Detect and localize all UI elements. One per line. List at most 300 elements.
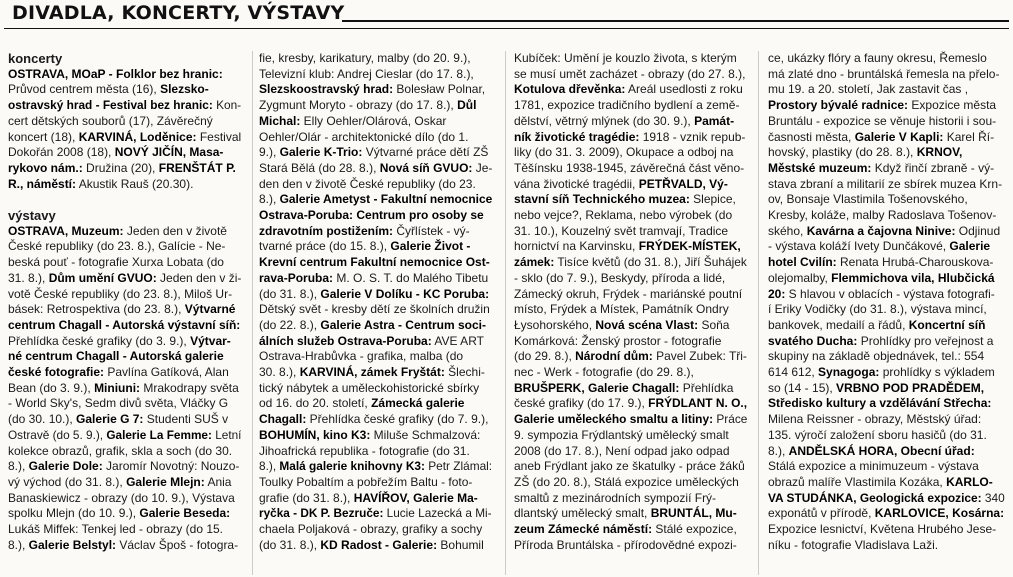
listing-text: vána životické tragédii, bbox=[514, 176, 639, 191]
listing-text: Renata Hrubá-Charouskova- bbox=[836, 255, 994, 270]
listing-text: AVE ART bbox=[431, 333, 484, 348]
venue-name: Galerie Astra - Centrum soci- bbox=[320, 317, 486, 332]
listing-text: výstavy bbox=[8, 208, 56, 224]
listing-line bbox=[768, 51, 1005, 67]
venue-name: Galerie K-Trio: bbox=[279, 145, 363, 160]
venue-name: BOHUMÍN, kino K3: bbox=[259, 427, 371, 442]
listing-text: ov, Bonsaje Vlastimila Tošenovského, bbox=[768, 192, 968, 207]
listing-line bbox=[768, 82, 1005, 98]
listing-line bbox=[259, 67, 492, 83]
listing-text: 8.), bbox=[768, 443, 789, 458]
listing-text: 9.), bbox=[259, 145, 280, 160]
venue-name: Galerie V Kapli: bbox=[854, 129, 944, 144]
listing-line bbox=[514, 255, 745, 271]
listing-line bbox=[768, 491, 1003, 507]
venue-name: stavní síň Technického muzea: bbox=[514, 192, 690, 207]
listing-text: 1781, expozice tradičního bydlení a země- bbox=[514, 98, 740, 113]
listing-text: liky (do 31. 3. 2009), Okupace a odboj na bbox=[514, 145, 734, 160]
venue-name: rava-Poruba: bbox=[259, 270, 334, 285]
listing-text: den den v životě České republiky (do 23. bbox=[259, 176, 476, 191]
listing-line bbox=[514, 365, 747, 381]
listing-line bbox=[768, 224, 1005, 240]
venue-name: Městské muzeum: bbox=[768, 160, 872, 175]
listing-text: má zlaté dno - bruntálská řemesla na přelo- bbox=[768, 66, 1000, 81]
header-underline bbox=[4, 28, 1009, 29]
listing-text: Soňa bbox=[698, 317, 730, 332]
listing-line bbox=[514, 287, 747, 303]
listing-text: 31. 8.), bbox=[8, 270, 49, 285]
listing-text: ského, bbox=[768, 223, 807, 238]
venue-name: ostravský hrad - Festival bez hranic: bbox=[8, 98, 213, 113]
listing-line bbox=[514, 444, 747, 460]
listing-line bbox=[768, 208, 1005, 224]
listing-text: Prohlídky pro veřejnost a bbox=[857, 333, 994, 348]
venue-name: hotel Cvilín: bbox=[768, 255, 837, 270]
listing-line bbox=[514, 334, 747, 350]
listing-text: 8.), bbox=[259, 459, 280, 474]
listing-columns bbox=[8, 51, 1005, 575]
listing-text: 614 612, bbox=[768, 365, 819, 380]
listing-text: - výstava koláží Ivety Dunčákové, bbox=[768, 239, 950, 254]
venue-name: HAVÍŘOV, Galerie Ma- bbox=[353, 490, 478, 505]
listing-text: Bohumil bbox=[437, 537, 484, 552]
listing-line bbox=[259, 177, 492, 193]
listing-line bbox=[514, 302, 747, 318]
listing-line bbox=[514, 459, 747, 475]
listing-line bbox=[8, 475, 241, 491]
listing-text: Je- bbox=[472, 160, 492, 175]
listing-line bbox=[259, 334, 492, 350]
venue-name: OSTRAVA, Muzeum: bbox=[8, 223, 124, 238]
listing-text: dělství, větrný mlýnek (do 30. 9.), bbox=[514, 113, 695, 128]
listing-line bbox=[514, 349, 746, 365]
listing-text: prohlídky s výkladem bbox=[879, 365, 995, 380]
listing-line bbox=[514, 192, 747, 208]
listing-text: Šlechi- bbox=[444, 365, 485, 380]
listing-text: Kubíček: Umění je kouzlo života, s kterým bbox=[514, 51, 737, 65]
listing-text: 31. 10.), Kouzelný svět tramvají, Tradice bbox=[514, 223, 729, 238]
listing-text: koncerty bbox=[8, 51, 63, 66]
listing-line bbox=[8, 161, 241, 177]
listing-line bbox=[259, 349, 492, 365]
listing-line bbox=[8, 302, 241, 318]
listing-text: Kresby, koláže, malby Radoslava Tošenov- bbox=[768, 208, 997, 223]
listing-text: hovský, plastiky (do 28. 8.), bbox=[768, 145, 917, 160]
listing-text: hornictví na Karvinsku, bbox=[514, 239, 639, 254]
listing-text: Výtvarné práce dětí ZŠ bbox=[362, 145, 489, 160]
listing-text: Družina (20), bbox=[82, 160, 159, 175]
venue-name: álních služeb Ostrava-Poruba: bbox=[259, 333, 432, 348]
listing-line bbox=[768, 538, 1005, 554]
listing-line bbox=[514, 208, 747, 224]
listing-line bbox=[514, 82, 747, 98]
listing-text: Přehlídka české grafiky (do 3. 9.), bbox=[8, 333, 191, 348]
listing-text: Práce bbox=[713, 412, 747, 427]
listing-text: Průvod centrem města (16), bbox=[8, 82, 161, 97]
listing-text: Jeden den v životě bbox=[123, 223, 227, 238]
listing-line bbox=[514, 271, 747, 287]
listing-line bbox=[259, 365, 492, 381]
listing-line bbox=[768, 255, 1005, 271]
listing-text: aneb Frýdlant jako ze škatulky - práce žáků bbox=[514, 459, 745, 474]
listing-text: Stará Bělá (do 28. 8.), bbox=[259, 160, 380, 175]
listing-line bbox=[259, 271, 492, 287]
listing-text: dlantský umělecký smalt, bbox=[514, 506, 651, 521]
listing-line bbox=[8, 239, 241, 255]
listing-text: Pavel Zubek: Tři- bbox=[652, 349, 747, 364]
venue-name: zámek: bbox=[514, 255, 555, 270]
column-divider bbox=[252, 51, 253, 575]
listing-line bbox=[768, 114, 1005, 130]
venue-name: Flemmichova vila, Hlubčická bbox=[831, 270, 995, 285]
listing-line bbox=[8, 98, 241, 114]
listing-line bbox=[259, 192, 491, 208]
section-title: DIVADLA, KONCERTY, VÝSTAVY bbox=[12, 2, 345, 24]
venue-name: Galerie Ametyst - Fakultní nemocnice bbox=[279, 192, 492, 207]
venue-name: Galerie La Femme: bbox=[106, 427, 212, 442]
listing-text: 1918 - vznik repub- bbox=[639, 129, 746, 144]
listing-text: Bean (do 3. 9.), bbox=[8, 380, 95, 395]
listing-line bbox=[514, 491, 747, 507]
listing-line bbox=[8, 287, 241, 303]
venue-name: Galerie Mlejn: bbox=[126, 474, 205, 489]
listing-line bbox=[768, 177, 1005, 193]
venue-name: NOVÝ JIČÍN, Masa- bbox=[114, 145, 224, 160]
listing-line bbox=[259, 161, 492, 177]
listing-line bbox=[8, 538, 241, 554]
venue-name: Nová síň GVUO: bbox=[379, 160, 473, 175]
column-4 bbox=[768, 51, 1005, 575]
listing-text: Letní bbox=[211, 427, 241, 442]
listing-line bbox=[514, 318, 747, 334]
listing-text: - sklo (do 7. 9.), Beskydy, příroda a lidé, bbox=[514, 270, 726, 285]
venue-name: ryčka - DK P. Bezruče: bbox=[259, 506, 384, 521]
venue-name: Galerie Belstyl: bbox=[28, 537, 117, 552]
listing-line bbox=[514, 130, 747, 146]
listing-line bbox=[259, 412, 492, 428]
venue-name: KARLO- bbox=[946, 474, 993, 489]
listing-line bbox=[259, 302, 492, 318]
listing-line bbox=[8, 444, 241, 460]
venue-name: KARVINÁ, Loděnice: bbox=[78, 129, 197, 144]
listing-line bbox=[8, 396, 241, 412]
listing-text: Zygmunt Moryto - obrazy (do 17. 8.), bbox=[259, 98, 458, 113]
venue-name: Galerie bbox=[949, 239, 991, 254]
venue-name: Synagoga: bbox=[818, 365, 880, 380]
listing-text: - World Sky's, Sedm divů světa, Vláčky G bbox=[8, 396, 229, 411]
venue-name: Kotulova dřevěnka: bbox=[514, 82, 626, 97]
listing-text: ZŠ (do 20. 8.), Stálá expozice uměleckých bbox=[514, 474, 739, 489]
listing-line bbox=[514, 538, 747, 554]
venue-name: Výtvar- bbox=[190, 333, 231, 348]
listing-line bbox=[514, 67, 747, 83]
listing-text: exponátů v přírodě, bbox=[768, 506, 875, 521]
listing-line bbox=[514, 522, 747, 538]
listing-text: níku - fotografie Vladislava Laži. bbox=[768, 537, 939, 552]
listing-text: obrazů malíře Vlastimila Kozáka, bbox=[768, 474, 947, 489]
listing-line bbox=[768, 161, 1005, 177]
listing-text: í Eriky Vodičky (do 31. 8.), výstava mincí, bbox=[768, 302, 987, 317]
listing-line bbox=[514, 161, 747, 177]
listing-line bbox=[514, 381, 747, 397]
venue-name: Krevní centrum Fakultní nemocnice Ost- bbox=[259, 255, 490, 270]
listing-text: Jeden den v ži- bbox=[156, 270, 241, 285]
listing-line bbox=[768, 271, 1005, 287]
listing-line bbox=[259, 428, 492, 444]
listing-line bbox=[8, 224, 241, 240]
venue-name: VRBNO POD PRADĚDEM, bbox=[836, 380, 985, 395]
listing-line bbox=[768, 192, 1005, 208]
listing-line bbox=[259, 255, 492, 271]
listing-text: votě České republiky (do 23. 8.), Miloš Ur- bbox=[8, 286, 233, 301]
listing-text: Mrakodrapy světa bbox=[140, 380, 239, 395]
listing-text: Jihoafrická republika - fotografie (do 31. bbox=[259, 443, 470, 458]
listing-text: grafie (do 31. 8.), bbox=[259, 490, 354, 505]
venue-name: FRÝDLANT N. O., bbox=[648, 396, 747, 411]
listing-text: Expozice lesnictví, Květena Hrubého Jese- bbox=[768, 522, 997, 537]
listing-line bbox=[8, 67, 241, 83]
listing-line bbox=[8, 114, 241, 130]
venue-name: KD Radost - Galerie: bbox=[320, 537, 438, 552]
listing-line bbox=[259, 239, 492, 255]
venue-name: zeum Zámecké náměstí: bbox=[514, 522, 653, 537]
listing-text: Areál usedlosti z roku bbox=[625, 82, 743, 97]
venue-name: Michal: bbox=[259, 113, 301, 128]
column-divider bbox=[758, 51, 759, 575]
listing-text: 8.), bbox=[8, 459, 29, 474]
listing-line bbox=[8, 255, 241, 271]
listing-text: Oehler/Olár - architektonické dílo (do 1. bbox=[259, 129, 469, 144]
listing-text: České republiky (do 23. 8.), Galície - Ne- bbox=[8, 239, 226, 254]
listing-line bbox=[768, 334, 1005, 350]
listing-line bbox=[8, 145, 241, 161]
listing-text: 9. sympozia Frýdlantský umělecký smalt bbox=[514, 427, 729, 442]
listing-text: Příroda Bruntálska - přírodovědné expozi- bbox=[514, 537, 737, 552]
listing-line bbox=[768, 428, 1005, 444]
listing-text: 2008 (do 17. 8.), Není odpad jako odpad bbox=[514, 443, 730, 458]
listing-text: Když řinčí zbraně - vý- bbox=[871, 160, 995, 175]
venue-name: Galerie Dole: bbox=[28, 459, 103, 474]
listing-line bbox=[768, 349, 1005, 365]
listing-line bbox=[8, 177, 241, 193]
venue-name: zdravotním postižením: bbox=[259, 223, 394, 238]
listing-text: stava zbraní a militarií ze sbírek muzea Krn- bbox=[768, 176, 1003, 191]
listing-line bbox=[768, 412, 1005, 428]
section-header bbox=[4, 0, 1009, 30]
venue-name: české fotografie: bbox=[8, 365, 105, 380]
listing-text: 30. 8.), bbox=[259, 365, 300, 380]
venue-name: R., náměstí: bbox=[8, 176, 77, 191]
venue-name: ník životické tragédie: bbox=[514, 129, 640, 144]
listing-line bbox=[768, 239, 1005, 255]
listing-text: Petr Zlámal: bbox=[424, 459, 492, 474]
listing-line bbox=[768, 98, 1005, 114]
category-heading bbox=[8, 208, 241, 224]
venue-name: Důl bbox=[457, 98, 477, 113]
venue-name: né centrum Chagall - Autorská galerie bbox=[8, 349, 224, 364]
venue-name: Výtvarné bbox=[184, 302, 236, 317]
venue-name: ANDĚLSKÁ HORA, Obecní úřad: bbox=[788, 443, 975, 458]
venue-name: Kavárna a čajovna Ninive: bbox=[806, 223, 956, 238]
listing-line bbox=[8, 522, 241, 538]
venue-name: Malá galerie knihovny K3: bbox=[279, 459, 425, 474]
listing-line bbox=[8, 365, 241, 381]
listing-line bbox=[8, 427, 241, 444]
listing-text: olejomalby, bbox=[768, 270, 832, 285]
listing-text: chaela Poljaková - obrazy, grafiky a sochy bbox=[259, 522, 483, 537]
listing-text: Odjinud bbox=[955, 223, 1001, 238]
listing-text: Slepice, bbox=[689, 192, 736, 207]
listing-text: spolku Mlejn (do 10. 9.), bbox=[8, 506, 140, 521]
listing-line bbox=[259, 491, 492, 507]
section-gap bbox=[8, 192, 241, 208]
listing-text: Miluše Schmalzová: bbox=[370, 427, 481, 442]
venue-name: Galerie Beseda: bbox=[139, 506, 231, 521]
listing-text: Těšínsku 1938-1945, závěrečná část věno- bbox=[514, 160, 745, 175]
listing-text: (do 31. 8.), bbox=[259, 286, 321, 301]
listing-line bbox=[768, 396, 1005, 412]
listing-text: Festival bbox=[196, 129, 241, 144]
listing-line bbox=[514, 396, 746, 412]
listing-text: kolekce obrazů, grafik, skla a soch (do 30. bbox=[8, 443, 233, 458]
listing-text: ce, ukázky flóry a fauny okresu, Řemeslo bbox=[768, 51, 987, 65]
listing-text: vý východ (do 31. 8.), bbox=[8, 474, 127, 489]
listing-line bbox=[8, 130, 241, 146]
venue-name: VA STUDÁNKA, Geologická expozice: bbox=[768, 490, 982, 505]
venue-name: Slezskoostravský hrad: bbox=[259, 82, 394, 97]
listing-line bbox=[8, 318, 241, 334]
column-1 bbox=[8, 51, 241, 575]
listing-line bbox=[768, 444, 1005, 460]
listing-line bbox=[259, 224, 492, 240]
listing-line bbox=[768, 302, 1005, 318]
venue-name: OSTRAVA, MOaP - Folklor bez hranic: bbox=[8, 66, 223, 81]
listing-line bbox=[8, 349, 241, 365]
listing-text: Karel Ří- bbox=[943, 129, 995, 144]
listing-line bbox=[514, 506, 747, 522]
venue-name: 20: bbox=[768, 286, 786, 301]
listing-line bbox=[768, 459, 1005, 475]
listing-line bbox=[259, 208, 492, 224]
column-divider bbox=[505, 51, 506, 575]
listing-line bbox=[768, 522, 1005, 538]
venue-name: Koncertní síň bbox=[908, 317, 986, 332]
listing-line bbox=[259, 459, 492, 475]
listing-line bbox=[259, 114, 492, 130]
listing-text: české grafiky (do 17. 9.), bbox=[514, 396, 649, 411]
listing-text: so (14 - 15), bbox=[768, 380, 837, 395]
venue-name: Národní dům: bbox=[575, 349, 653, 364]
listing-text: Bolesław Polnar, bbox=[393, 82, 486, 97]
listing-line bbox=[514, 145, 747, 161]
column-2 bbox=[259, 51, 492, 575]
listing-text: Toulky Pobaltím a pobřežím Baltu - foto- bbox=[259, 474, 473, 489]
venue-name: Ostrava-Poruba: Centrum pro osoby se bbox=[259, 208, 484, 223]
listing-text: Jaromír Novotný: Nouzo- bbox=[102, 459, 240, 474]
listing-text: časnosti města, bbox=[768, 129, 855, 144]
venue-name: KARVINÁ, zámek Fryštát: bbox=[299, 365, 445, 380]
listing-text: (do 29. 8.), bbox=[514, 349, 576, 364]
listing-text: 340 bbox=[981, 490, 1005, 505]
listing-line bbox=[8, 506, 241, 522]
listing-text: cert dětských souborů (17), Závěrečný bbox=[8, 113, 213, 128]
venue-name: Nová scéna Vlast: bbox=[595, 317, 699, 332]
listing-text: Bruntálu - expozice se věnuje historii i sou- bbox=[768, 113, 997, 128]
venue-name: Galerie G 7: bbox=[76, 412, 144, 427]
listing-text: Přehlídka bbox=[679, 380, 734, 395]
listing-text: smaltů z mezinárodních sympozií Frý- bbox=[514, 490, 717, 505]
listing-line bbox=[259, 51, 492, 67]
listing-text: Zámecký okruh, Frýdek - mariánské poutní bbox=[514, 286, 743, 301]
listing-text: Banaskiewicz - obrazy (do 10. 9.), Výstava bbox=[8, 490, 235, 505]
listing-line bbox=[8, 271, 241, 287]
listing-text: 8.), bbox=[8, 537, 29, 552]
listing-text: Ania bbox=[204, 474, 232, 489]
venue-name: Chagall: bbox=[259, 412, 307, 427]
venue-name: Dům umění GVUO: bbox=[48, 270, 157, 285]
listing-line bbox=[259, 98, 492, 114]
listing-text: M. O. S. T. do Malého Tibetu bbox=[333, 270, 489, 285]
listing-text: Ostravě (do 5. 9.), bbox=[8, 427, 107, 442]
listing-line bbox=[768, 475, 1005, 491]
listing-line bbox=[259, 522, 492, 538]
listing-line bbox=[768, 318, 1005, 334]
listing-text: Čyřlístek - vý- bbox=[393, 223, 470, 238]
listing-line bbox=[8, 334, 241, 350]
listing-line bbox=[259, 475, 492, 491]
listing-text: Studenti SUŠ v bbox=[143, 412, 229, 427]
listing-line bbox=[8, 381, 241, 397]
listing-line bbox=[514, 51, 747, 67]
listing-text: beská pouť - fotografie Xurxa Lobata (do bbox=[8, 255, 224, 270]
listing-line bbox=[768, 381, 1005, 397]
venue-name: KARLOVICE, Kosárna: bbox=[874, 506, 1005, 521]
listing-text: básek: Retrospektiva (do 23. 8.), bbox=[8, 302, 185, 317]
listing-text: Akustik Rauš (20.30). bbox=[76, 176, 194, 191]
listing-line bbox=[514, 98, 747, 114]
listing-text: Lukáš Miffek: Tenkej led - obrazy (do 15. bbox=[8, 522, 224, 537]
venue-name: Galerie V Dolíku - KC Poruba: bbox=[320, 286, 490, 301]
listing-line bbox=[768, 506, 1005, 522]
listing-text: Pavlína Gatíková, Alan bbox=[104, 365, 229, 380]
listing-line bbox=[768, 67, 1005, 83]
venue-name: PETŘVALD, Vý- bbox=[638, 176, 728, 191]
listing-text: skupiny na základě objednávek, tel.: 554 bbox=[768, 349, 985, 364]
venue-name: Miniuni: bbox=[94, 380, 141, 395]
listing-line bbox=[259, 381, 492, 397]
listing-text: tvarné práce (do 15. 8.), bbox=[259, 239, 391, 254]
listing-text: se musí umět zacházet - obrazy (do 27. 8.), bbox=[514, 66, 746, 81]
listing-line bbox=[514, 412, 745, 428]
listing-line bbox=[768, 145, 1005, 161]
listing-text: Łysohorského, bbox=[514, 317, 596, 332]
venue-name: BRUNTÁL, Mu- bbox=[650, 506, 737, 521]
venue-name: KRNOV, bbox=[916, 145, 963, 160]
listing-text: Kon- bbox=[212, 98, 241, 113]
listing-text: (do 30. 10.), bbox=[8, 412, 77, 427]
venue-name: Slezsko- bbox=[160, 82, 209, 97]
listing-line bbox=[514, 428, 747, 444]
listing-line bbox=[514, 475, 747, 491]
listing-text: Elly Oehler/Olárová, Oskar bbox=[300, 113, 447, 128]
listing-text: Stálá expozice a minimuzeum - výstava bbox=[768, 459, 979, 474]
venue-name: centrum Chagall - Autorská výstavní síň: bbox=[8, 317, 241, 332]
listing-text: 8.), bbox=[259, 192, 280, 207]
listing-text: 135. výročí založení sboru hasičů (do 31. bbox=[768, 427, 987, 442]
venue-name: rykovo nám.: bbox=[8, 160, 83, 175]
title-rule bbox=[342, 20, 1009, 22]
listing-text: nec - Werk - fotografie (do 29. 8.), bbox=[514, 365, 694, 380]
